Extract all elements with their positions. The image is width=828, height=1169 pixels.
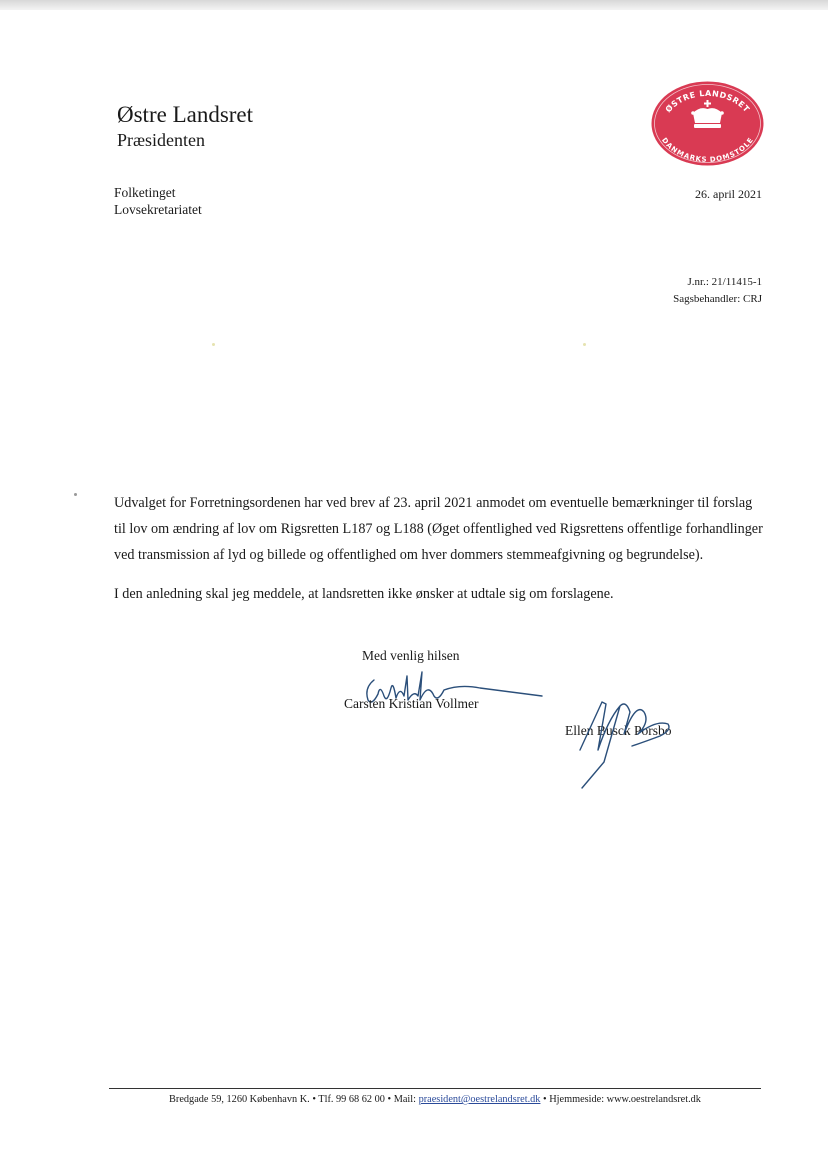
body-paragraph-2: I den anledning skal jeg meddele, at landsretten ikke ønsker at udtale sig om forslagene. [114, 586, 614, 602]
footer-website: • Hjemmeside: www.oestrelandsret.dk [540, 1094, 701, 1105]
recipient-address [114, 184, 202, 218]
signer-1-name: Carsten Kristian Vollmer [344, 696, 479, 711]
closing-greeting: Med venlig hilsen [362, 648, 460, 663]
body-paragraph-1: Udvalget for Forretningsordenen har ved brev af 23. april 2021 anmodet om eventuelle bemærkninger til forslag til lov om ændring af lov om Rigsretten L187 og L188 (Øget offentlighed ved Rigsrettens offentlige forhandlinger ved transmission af lyd og billede og offentlighed om hver dommers stemmeafgivning og begrundelse). [114, 495, 763, 563]
footer-address: Bredgade 59, 1260 København K. • Tlf. 99 68 62 00 • Mail: [169, 1094, 419, 1105]
court-subtitle: Præsidenten [117, 130, 205, 150]
court-seal [650, 80, 765, 167]
signature-porsbo [572, 690, 682, 792]
signer-2-name: Ellen Busck Porsbo [565, 723, 672, 738]
seal-top-text: ØSTRE LANDSRET [663, 88, 752, 115]
footer-divider [109, 1088, 761, 1089]
letter-date: 26. april 2021 [695, 187, 762, 201]
footer-email-link[interactable]: praesident@oestrelandsret.dk [418, 1094, 541, 1105]
footer [109, 1094, 761, 1105]
case-officer: Sagsbehandler: CRJ [673, 293, 762, 305]
court-name: Østre Landsret [117, 102, 254, 127]
letter-body [114, 490, 766, 620]
reference-block [673, 274, 762, 308]
recipient-line2: Lovsekretariatet [114, 202, 202, 217]
journal-number: J.nr.: 21/11415-1 [687, 276, 762, 288]
page-top-edge [0, 0, 828, 10]
recipient-line1: Folketinget [114, 185, 176, 200]
seal-bottom-text: DANMARKS DOMSTOLE [660, 136, 756, 164]
